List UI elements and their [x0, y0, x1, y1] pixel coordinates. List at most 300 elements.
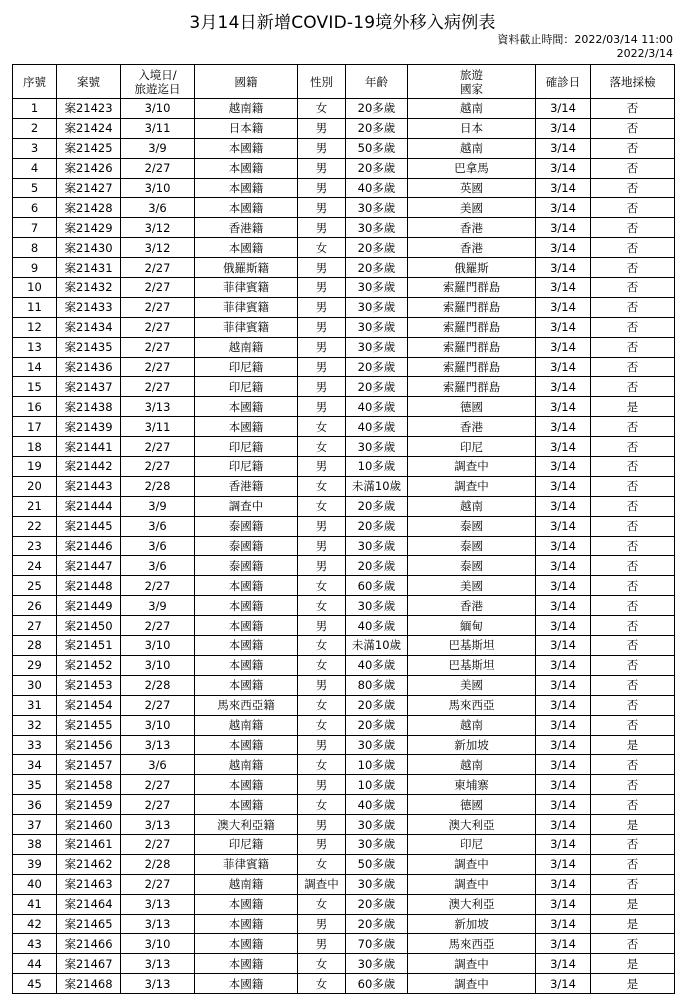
cell-confirm-date: 3/14 — [536, 278, 591, 298]
cell-nationality: 印尼籍 — [195, 377, 298, 397]
cell-entry-date: 2/27 — [121, 158, 195, 178]
cell-case-no: 案21434 — [57, 317, 121, 337]
report-date: 2022/3/14 — [616, 47, 673, 60]
cell-travel-country: 香港 — [408, 238, 536, 258]
cell-confirm-date: 3/14 — [536, 755, 591, 775]
cell-nationality: 調查中 — [195, 496, 298, 516]
cell-seq: 38 — [13, 834, 57, 854]
cell-seq: 4 — [13, 158, 57, 178]
cell-confirm-date: 3/14 — [536, 536, 591, 556]
cell-nationality: 本國籍 — [195, 576, 298, 596]
cell-gender: 男 — [298, 735, 346, 755]
cell-arrival-test: 是 — [591, 914, 675, 934]
cell-seq: 32 — [13, 715, 57, 735]
cell-nationality: 越南籍 — [195, 99, 298, 119]
cell-arrival-test: 否 — [591, 278, 675, 298]
cell-age: 30多歲 — [346, 218, 408, 238]
cell-nationality: 本國籍 — [195, 954, 298, 974]
cell-travel-country: 澳大利亞 — [408, 815, 536, 835]
cell-age: 30多歲 — [346, 278, 408, 298]
cell-nationality: 本國籍 — [195, 397, 298, 417]
cell-confirm-date: 3/14 — [536, 357, 591, 377]
cell-confirm-date: 3/14 — [536, 377, 591, 397]
cell-confirm-date: 3/14 — [536, 715, 591, 735]
cell-confirm-date: 3/14 — [536, 138, 591, 158]
cell-travel-country: 調查中 — [408, 974, 536, 994]
cell-entry-date: 3/9 — [121, 496, 195, 516]
cell-gender: 女 — [298, 894, 346, 914]
cell-confirm-date: 3/14 — [536, 735, 591, 755]
cell-arrival-test: 否 — [591, 357, 675, 377]
cell-age: 30多歲 — [346, 815, 408, 835]
cell-gender: 男 — [298, 357, 346, 377]
cell-travel-country: 索羅門群島 — [408, 357, 536, 377]
cell-arrival-test: 是 — [591, 954, 675, 974]
cell-arrival-test: 否 — [591, 934, 675, 954]
cell-seq: 19 — [13, 457, 57, 477]
table-row — [13, 874, 675, 894]
table-header-row — [13, 65, 675, 99]
cell-travel-country: 越南 — [408, 496, 536, 516]
table-row — [13, 894, 675, 914]
cell-gender: 女 — [298, 695, 346, 715]
cell-arrival-test: 否 — [591, 218, 675, 238]
table-row — [13, 795, 675, 815]
table-row — [13, 138, 675, 158]
cell-gender: 女 — [298, 596, 346, 616]
cell-age: 30多歲 — [346, 735, 408, 755]
column-header-travel-country: 旅遊 國家 — [408, 65, 536, 99]
cell-entry-date: 2/27 — [121, 437, 195, 457]
cell-travel-country: 美國 — [408, 675, 536, 695]
cell-entry-date: 2/27 — [121, 576, 195, 596]
cell-arrival-test: 否 — [591, 496, 675, 516]
table-row — [13, 675, 675, 695]
cell-age: 30多歲 — [346, 317, 408, 337]
cell-nationality: 本國籍 — [195, 198, 298, 218]
cell-seq: 36 — [13, 795, 57, 815]
cell-entry-date: 2/27 — [121, 775, 195, 795]
cell-seq: 26 — [13, 596, 57, 616]
cell-case-no: 案21433 — [57, 297, 121, 317]
table-row — [13, 258, 675, 278]
cell-seq: 34 — [13, 755, 57, 775]
cell-arrival-test: 否 — [591, 158, 675, 178]
table-row — [13, 99, 675, 119]
table-row — [13, 516, 675, 536]
table-row — [13, 636, 675, 656]
cell-case-no: 案21424 — [57, 118, 121, 138]
cell-nationality: 泰國籍 — [195, 536, 298, 556]
cell-confirm-date: 3/14 — [536, 417, 591, 437]
cell-gender: 男 — [298, 317, 346, 337]
table-row — [13, 576, 675, 596]
cell-entry-date: 3/10 — [121, 655, 195, 675]
cell-age: 60多歲 — [346, 974, 408, 994]
cell-entry-date: 2/27 — [121, 297, 195, 317]
cell-confirm-date: 3/14 — [536, 616, 591, 636]
table-row — [13, 278, 675, 298]
cell-gender: 男 — [298, 675, 346, 695]
cell-gender: 男 — [298, 198, 346, 218]
cell-seq: 20 — [13, 476, 57, 496]
cell-arrival-test: 否 — [591, 457, 675, 477]
cell-confirm-date: 3/14 — [536, 854, 591, 874]
cell-entry-date: 2/27 — [121, 795, 195, 815]
column-header-case-no: 案號 — [57, 65, 121, 99]
cell-nationality: 印尼籍 — [195, 357, 298, 377]
cell-travel-country: 越南 — [408, 138, 536, 158]
cell-age: 50多歲 — [346, 138, 408, 158]
cell-nationality: 印尼籍 — [195, 437, 298, 457]
cell-nationality: 本國籍 — [195, 914, 298, 934]
table-row — [13, 198, 675, 218]
cell-confirm-date: 3/14 — [536, 954, 591, 974]
cell-age: 20多歲 — [346, 894, 408, 914]
cell-entry-date: 3/6 — [121, 755, 195, 775]
cell-confirm-date: 3/14 — [536, 894, 591, 914]
cell-gender: 女 — [298, 636, 346, 656]
cell-age: 30多歲 — [346, 954, 408, 974]
cell-case-no: 案21438 — [57, 397, 121, 417]
cell-nationality: 本國籍 — [195, 675, 298, 695]
cell-arrival-test: 否 — [591, 178, 675, 198]
cell-age: 20多歲 — [346, 715, 408, 735]
cell-age: 70多歲 — [346, 934, 408, 954]
cell-case-no: 案21460 — [57, 815, 121, 835]
cell-case-no: 案21428 — [57, 198, 121, 218]
cell-seq: 30 — [13, 675, 57, 695]
cell-nationality: 越南籍 — [195, 755, 298, 775]
cell-travel-country: 日本 — [408, 118, 536, 138]
cell-arrival-test: 否 — [591, 775, 675, 795]
cell-travel-country: 印尼 — [408, 437, 536, 457]
table-row — [13, 397, 675, 417]
cell-seq: 9 — [13, 258, 57, 278]
cell-confirm-date: 3/14 — [536, 397, 591, 417]
cell-confirm-date: 3/14 — [536, 198, 591, 218]
table-row — [13, 695, 675, 715]
cell-case-no: 案21425 — [57, 138, 121, 158]
cell-gender: 男 — [298, 158, 346, 178]
cell-entry-date: 3/13 — [121, 397, 195, 417]
cell-entry-date: 3/9 — [121, 596, 195, 616]
cell-confirm-date: 3/14 — [536, 496, 591, 516]
cell-case-no: 案21442 — [57, 457, 121, 477]
cell-travel-country: 新加坡 — [408, 735, 536, 755]
cell-age: 30多歲 — [346, 337, 408, 357]
cell-case-no: 案21427 — [57, 178, 121, 198]
cell-entry-date: 2/27 — [121, 616, 195, 636]
cell-nationality: 本國籍 — [195, 775, 298, 795]
cell-age: 30多歲 — [346, 834, 408, 854]
table-row — [13, 775, 675, 795]
cell-arrival-test: 否 — [591, 437, 675, 457]
table-row — [13, 914, 675, 934]
cell-nationality: 本國籍 — [195, 616, 298, 636]
cell-nationality: 本國籍 — [195, 178, 298, 198]
cell-case-no: 案21435 — [57, 337, 121, 357]
cell-nationality: 菲律賓籍 — [195, 297, 298, 317]
cell-age: 30多歲 — [346, 198, 408, 218]
cell-case-no: 案21447 — [57, 556, 121, 576]
cell-gender: 女 — [298, 476, 346, 496]
cell-gender: 男 — [298, 278, 346, 298]
cell-case-no: 案21464 — [57, 894, 121, 914]
cell-case-no: 案21450 — [57, 616, 121, 636]
cell-case-no: 案21448 — [57, 576, 121, 596]
cell-age: 20多歲 — [346, 118, 408, 138]
table-row — [13, 954, 675, 974]
cell-seq: 29 — [13, 655, 57, 675]
cell-confirm-date: 3/14 — [536, 317, 591, 337]
column-header-seq: 序號 — [13, 65, 57, 99]
cell-seq: 44 — [13, 954, 57, 974]
cell-nationality: 本國籍 — [195, 974, 298, 994]
cell-nationality: 本國籍 — [195, 735, 298, 755]
cell-confirm-date: 3/14 — [536, 238, 591, 258]
cell-entry-date: 3/11 — [121, 118, 195, 138]
cell-confirm-date: 3/14 — [536, 914, 591, 934]
cell-age: 40多歲 — [346, 178, 408, 198]
cell-confirm-date: 3/14 — [536, 437, 591, 457]
cell-entry-date: 3/6 — [121, 198, 195, 218]
cell-case-no: 案21454 — [57, 695, 121, 715]
cell-case-no: 案21441 — [57, 437, 121, 457]
cell-age: 20多歲 — [346, 158, 408, 178]
cell-confirm-date: 3/14 — [536, 297, 591, 317]
cell-gender: 女 — [298, 437, 346, 457]
cell-arrival-test: 否 — [591, 99, 675, 119]
cell-confirm-date: 3/14 — [536, 655, 591, 675]
cell-seq: 14 — [13, 357, 57, 377]
cell-seq: 10 — [13, 278, 57, 298]
cell-confirm-date: 3/14 — [536, 695, 591, 715]
cell-age: 80多歲 — [346, 675, 408, 695]
cell-seq: 7 — [13, 218, 57, 238]
cell-gender: 男 — [298, 775, 346, 795]
cell-entry-date: 3/10 — [121, 934, 195, 954]
cell-age: 20多歲 — [346, 377, 408, 397]
cell-confirm-date: 3/14 — [536, 874, 591, 894]
cell-travel-country: 馬來西亞 — [408, 695, 536, 715]
cell-entry-date: 2/27 — [121, 258, 195, 278]
cell-travel-country: 俄羅斯 — [408, 258, 536, 278]
cell-confirm-date: 3/14 — [536, 576, 591, 596]
cell-confirm-date: 3/14 — [536, 476, 591, 496]
cell-travel-country: 香港 — [408, 417, 536, 437]
cell-nationality: 香港籍 — [195, 218, 298, 238]
cell-case-no: 案21455 — [57, 715, 121, 735]
cell-entry-date: 3/13 — [121, 954, 195, 974]
cell-nationality: 本國籍 — [195, 158, 298, 178]
cell-travel-country: 緬甸 — [408, 616, 536, 636]
cell-arrival-test: 否 — [591, 118, 675, 138]
column-header-entry-date: 入境日/ 旅遊迄日 — [121, 65, 195, 99]
cell-confirm-date: 3/14 — [536, 258, 591, 278]
cell-travel-country: 馬來西亞 — [408, 934, 536, 954]
cell-nationality: 越南籍 — [195, 337, 298, 357]
cell-entry-date: 2/27 — [121, 834, 195, 854]
cell-seq: 39 — [13, 854, 57, 874]
table-row — [13, 158, 675, 178]
column-header-gender: 性別 — [298, 65, 346, 99]
cell-seq: 28 — [13, 636, 57, 656]
cell-travel-country: 英國 — [408, 178, 536, 198]
cell-case-no: 案21465 — [57, 914, 121, 934]
cell-confirm-date: 3/14 — [536, 834, 591, 854]
table-row — [13, 377, 675, 397]
cell-travel-country: 香港 — [408, 218, 536, 238]
table-row — [13, 755, 675, 775]
table-row — [13, 934, 675, 954]
cell-entry-date: 3/12 — [121, 238, 195, 258]
cell-entry-date: 2/27 — [121, 695, 195, 715]
cell-arrival-test: 否 — [591, 556, 675, 576]
cell-age: 20多歲 — [346, 357, 408, 377]
cell-case-no: 案21430 — [57, 238, 121, 258]
cell-arrival-test: 否 — [591, 715, 675, 735]
cell-nationality: 本國籍 — [195, 417, 298, 437]
cell-nationality: 本國籍 — [195, 655, 298, 675]
cell-entry-date: 3/10 — [121, 178, 195, 198]
cell-age: 40多歲 — [346, 417, 408, 437]
cell-travel-country: 調查中 — [408, 954, 536, 974]
cell-nationality: 菲律賓籍 — [195, 278, 298, 298]
cell-entry-date: 2/28 — [121, 675, 195, 695]
cell-arrival-test: 否 — [591, 655, 675, 675]
cell-gender: 男 — [298, 258, 346, 278]
column-header-nationality: 國籍 — [195, 65, 298, 99]
cell-arrival-test: 否 — [591, 238, 675, 258]
table-row — [13, 556, 675, 576]
cell-age: 未滿10歲 — [346, 636, 408, 656]
cell-case-no: 案21456 — [57, 735, 121, 755]
cell-gender: 男 — [298, 516, 346, 536]
cell-seq: 24 — [13, 556, 57, 576]
cell-arrival-test: 否 — [591, 795, 675, 815]
cell-confirm-date: 3/14 — [536, 675, 591, 695]
cell-nationality: 菲律賓籍 — [195, 854, 298, 874]
cell-gender: 男 — [298, 834, 346, 854]
cell-case-no: 案21444 — [57, 496, 121, 516]
cell-case-no: 案21437 — [57, 377, 121, 397]
table-row — [13, 476, 675, 496]
table-row — [13, 297, 675, 317]
cell-gender: 男 — [298, 815, 346, 835]
cell-case-no: 案21443 — [57, 476, 121, 496]
cell-age: 20多歲 — [346, 516, 408, 536]
cell-gender: 女 — [298, 576, 346, 596]
cell-arrival-test: 否 — [591, 417, 675, 437]
cell-nationality: 本國籍 — [195, 934, 298, 954]
cell-age: 30多歲 — [346, 437, 408, 457]
table-row — [13, 337, 675, 357]
table-row — [13, 616, 675, 636]
cell-entry-date: 2/27 — [121, 317, 195, 337]
cell-confirm-date: 3/14 — [536, 636, 591, 656]
cell-case-no: 案21436 — [57, 357, 121, 377]
cell-nationality: 本國籍 — [195, 795, 298, 815]
cell-age: 40多歲 — [346, 795, 408, 815]
cell-age: 60多歲 — [346, 576, 408, 596]
table-row — [13, 815, 675, 835]
cell-confirm-date: 3/14 — [536, 596, 591, 616]
cell-travel-country: 越南 — [408, 99, 536, 119]
table-row — [13, 357, 675, 377]
cell-arrival-test: 否 — [591, 536, 675, 556]
table-row — [13, 715, 675, 735]
cell-entry-date: 2/27 — [121, 337, 195, 357]
cell-nationality: 俄羅斯籍 — [195, 258, 298, 278]
cell-seq: 15 — [13, 377, 57, 397]
cell-arrival-test: 是 — [591, 894, 675, 914]
cell-arrival-test: 否 — [591, 138, 675, 158]
cell-gender: 女 — [298, 854, 346, 874]
cell-confirm-date: 3/14 — [536, 795, 591, 815]
cell-nationality: 香港籍 — [195, 476, 298, 496]
cell-travel-country: 美國 — [408, 576, 536, 596]
cell-confirm-date: 3/14 — [536, 556, 591, 576]
cell-nationality: 本國籍 — [195, 636, 298, 656]
cell-confirm-date: 3/14 — [536, 974, 591, 994]
cell-case-no: 案21446 — [57, 536, 121, 556]
cell-arrival-test: 否 — [591, 297, 675, 317]
cell-seq: 23 — [13, 536, 57, 556]
cell-travel-country: 索羅門群島 — [408, 297, 536, 317]
cell-case-no: 案21459 — [57, 795, 121, 815]
cell-nationality: 馬來西亞籍 — [195, 695, 298, 715]
table-row — [13, 735, 675, 755]
cell-seq: 42 — [13, 914, 57, 934]
cell-entry-date: 2/28 — [121, 476, 195, 496]
cell-arrival-test: 否 — [591, 258, 675, 278]
cell-case-no: 案21451 — [57, 636, 121, 656]
cell-seq: 43 — [13, 934, 57, 954]
cell-age: 40多歲 — [346, 655, 408, 675]
table-row — [13, 317, 675, 337]
cell-entry-date: 2/28 — [121, 854, 195, 874]
cell-travel-country: 越南 — [408, 755, 536, 775]
cell-gender: 女 — [298, 974, 346, 994]
cell-entry-date: 3/13 — [121, 914, 195, 934]
table-row — [13, 238, 675, 258]
cell-nationality: 印尼籍 — [195, 457, 298, 477]
cell-arrival-test: 是 — [591, 815, 675, 835]
cell-seq: 11 — [13, 297, 57, 317]
cell-travel-country: 巴拿馬 — [408, 158, 536, 178]
cell-entry-date: 3/6 — [121, 556, 195, 576]
cell-nationality: 本國籍 — [195, 894, 298, 914]
cell-case-no: 案21429 — [57, 218, 121, 238]
cell-nationality: 泰國籍 — [195, 516, 298, 536]
cell-arrival-test: 否 — [591, 636, 675, 656]
table-row — [13, 655, 675, 675]
cell-case-no: 案21463 — [57, 874, 121, 894]
cell-gender: 女 — [298, 238, 346, 258]
cell-travel-country: 德國 — [408, 795, 536, 815]
cell-seq: 37 — [13, 815, 57, 835]
cell-gender: 男 — [298, 934, 346, 954]
column-header-confirm-date: 確診日 — [536, 65, 591, 99]
cell-case-no: 案21452 — [57, 655, 121, 675]
cell-nationality: 越南籍 — [195, 874, 298, 894]
cell-travel-country: 新加坡 — [408, 914, 536, 934]
cell-arrival-test: 是 — [591, 397, 675, 417]
cell-gender: 女 — [298, 795, 346, 815]
table-row — [13, 854, 675, 874]
cell-entry-date: 3/13 — [121, 735, 195, 755]
